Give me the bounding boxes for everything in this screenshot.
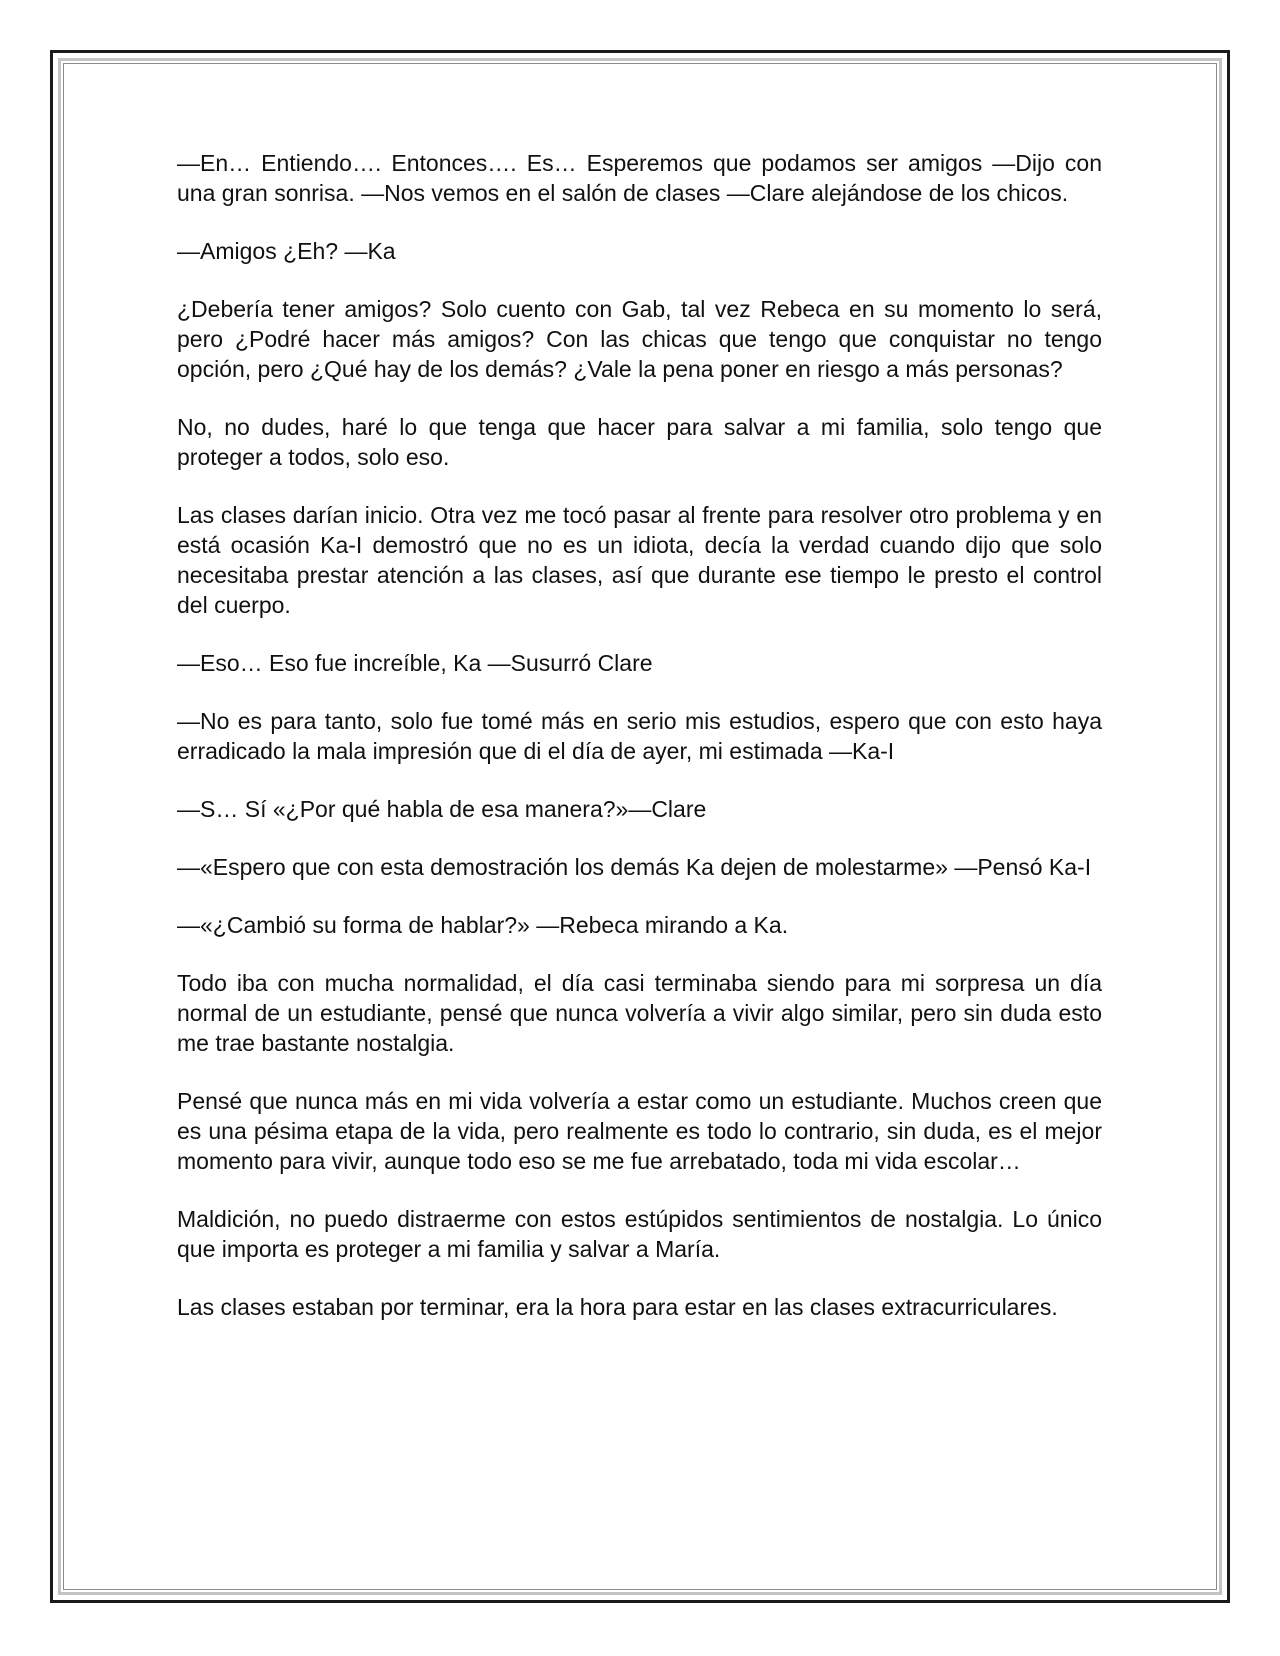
paragraph: Maldición, no puedo distraerme con estos estúpidos sentimientos de nostalgia. Lo único que importa es proteger a mi familia y salvar a María. [177, 1206, 1102, 1262]
paragraph: Pensé que nunca más en mi vida volvería a estar como un estudiante. Muchos creen que es una pésima etapa de la vida, pero realmente es todo lo contrario, sin duda, es el mejor momento para vivir, aunque todo eso se me fue arrebatado, toda mi vida escolar… [177, 1088, 1102, 1174]
paragraph: —«¿Cambió su forma de hablar?» —Rebeca mirando a Ka. [177, 912, 789, 938]
paragraph: Las clases darían inicio. Otra vez me tocó pasar al frente para resolver otro problema y en está ocasión Ka-I demostró que no es un idiota, decía la verdad cuando dijo que solo necesitaba prestar atención a las clases, así que durante ese tiempo le presto el control del cuerpo. [177, 502, 1102, 618]
paragraph: —Amigos ¿Eh? —Ka [177, 238, 396, 264]
paragraph: —No es para tanto, solo fue tomé más en serio mis estudios, espero que con esto haya erradicado la mala impresión que di el día de ayer, mi estimada —Ka-I [177, 708, 1102, 764]
paragraph: No, no dudes, haré lo que tenga que hacer para salvar a mi familia, solo tengo que proteger a todos, solo eso. [177, 414, 1102, 470]
paragraph: —Eso… Eso fue increíble, Ka —Susurró Clare [177, 650, 653, 676]
paragraph: Todo iba con mucha normalidad, el día casi terminaba siendo para mi sorpresa un día normal de un estudiante, pensé que nunca volvería a vivir algo similar, pero sin duda esto me trae bastante nostalgia. [177, 970, 1102, 1056]
paragraph: Las clases estaban por terminar, era la hora para estar en las clases extracurriculares. [177, 1294, 1058, 1320]
document-body [177, 148, 1102, 1350]
paragraph: ¿Debería tener amigos? Solo cuento con Gab, tal vez Rebeca en su momento lo será, pero ¿Podré hacer más amigos? Con las chicas que tengo que conquistar no tengo opción, pero ¿Qué hay de los demás? ¿Vale la pena poner en riesgo a más personas? [177, 296, 1102, 382]
paragraph: —«Espero que con esta demostración los demás Ka dejen de molestarme» —Pensó Ka-I [177, 854, 1092, 880]
paragraph: —En… Entiendo…. Entonces…. Es… Esperemos que podamos ser amigos —Dijo con una gran sonrisa. —Nos vemos en el salón de clases —Clare alejándose de los chicos. [177, 150, 1102, 206]
paragraph: —S… Sí «¿Por qué habla de esa manera?»—Clare [177, 796, 707, 822]
